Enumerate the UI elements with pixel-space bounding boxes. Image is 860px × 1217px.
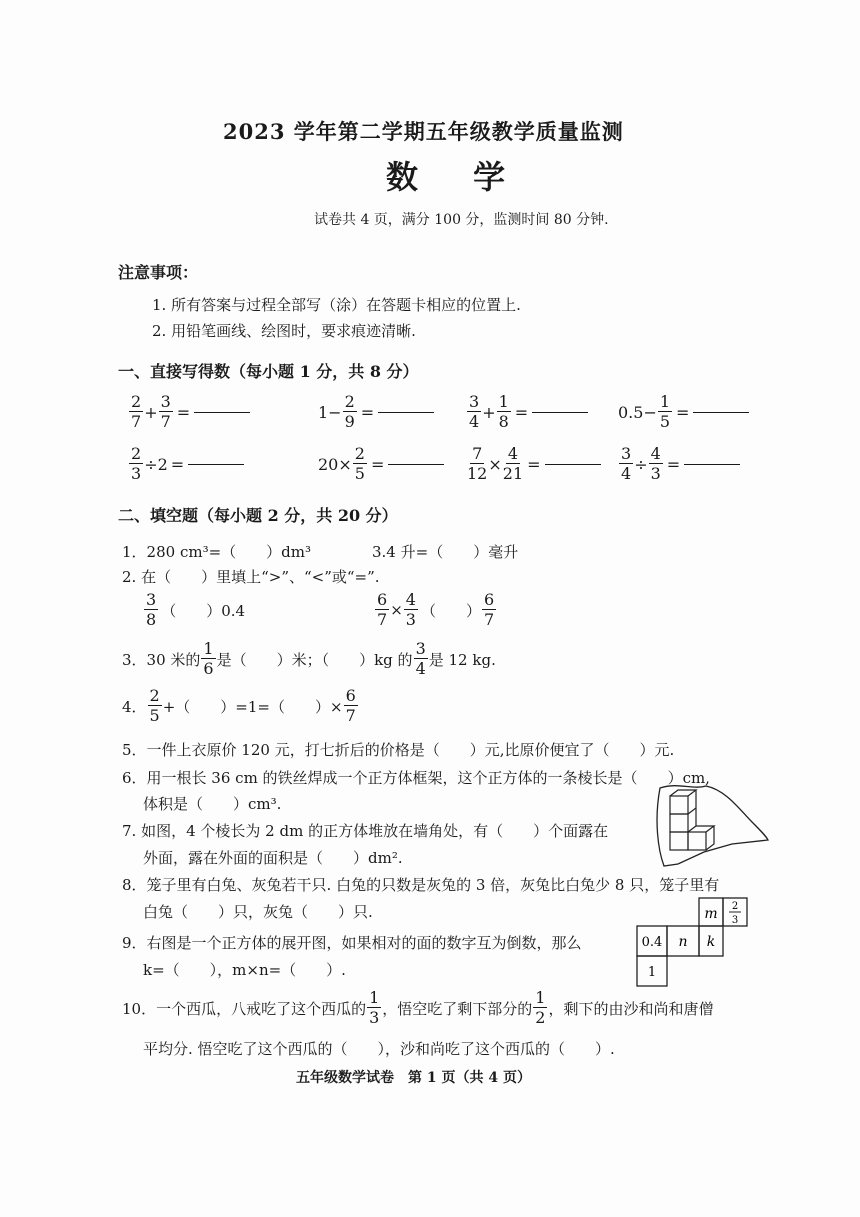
q2-text: 2. 在（ ）里填上“>”、“<”或“=”.: [122, 568, 380, 586]
net-label-k: k: [706, 934, 716, 950]
q8-text-line1: 8．笼子里有白兔、灰兔若干只. 白兔的只数是灰兔的 3 倍，灰兔比白兔少 8 只，笼子里有: [122, 876, 720, 894]
calc-operator: 1−: [318, 402, 342, 422]
fraction: $\frac{4}{21}$: [502, 444, 524, 483]
equals-sign: =: [676, 402, 690, 422]
calc-operator: +: [482, 402, 496, 422]
q2-compare-b: $\frac{6}{7}$ × $\frac{4}{3}$ （ ） $\frac{6}{7}$: [377, 590, 495, 629]
q2-compare-a: $\frac{3}{8}$ （ ）0.4: [146, 590, 246, 629]
net-label-1: 1: [647, 965, 657, 980]
fraction: $\frac{3}{8}$: [146, 590, 157, 629]
fraction: $\frac{2}{5}$: [354, 444, 365, 483]
calc-item: [128, 446, 244, 482]
answer-blank[interactable]: [378, 412, 434, 413]
notice-item: 1. 所有答案与过程全部写（涂）在答题卡相应的位置上.: [152, 296, 521, 314]
answer-blank[interactable]: [194, 412, 250, 413]
fraction: $\frac{2}{7}$: [131, 392, 142, 431]
subject-title: 数 学: [386, 158, 528, 196]
fraction: $\frac{3}{7}$: [160, 392, 171, 431]
net-label-04: 0.4: [641, 935, 663, 950]
q3-text: 3．30 米的 $\frac{1}{6}$ 是（ ）米；（ ）kg 的 $\frac{3}{4}$ 是 12 kg.: [122, 639, 496, 678]
fraction: $\frac{6}{7}$: [377, 590, 388, 629]
q1-part-b: 3.4 升=（ ）毫升: [372, 543, 519, 561]
cube-stack-figure: [648, 780, 772, 870]
calc-item: [618, 446, 740, 482]
fraction: $\frac{1}{8}$: [498, 392, 509, 431]
notice-heading: 注意事项：: [118, 263, 199, 282]
equals-sign: =: [170, 454, 185, 474]
q9-text-line2: k=（ ），m×n=（ ）.: [143, 961, 346, 979]
fraction: $\frac{4}{3}$: [405, 590, 416, 629]
equals-sign: =: [176, 402, 191, 422]
exam-title: 2023 学年第二学期五年级教学质量监测: [223, 119, 624, 144]
equals-sign: =: [666, 454, 681, 474]
fraction: $\frac{4}{3}$: [650, 444, 661, 483]
q10-text-line1: 10．一个西瓜，八戒吃了这个西瓜的 $\frac{1}{3}$ ，悟空吃了剩下部分的 $\frac{1}{2}$ ，剩下的由沙和尚和唐僧: [122, 988, 714, 1027]
calc-item: [466, 394, 588, 430]
q9-text-line1: 9．右图是一个正方体的展开图，如果相对的面的数字互为倒数，那么: [122, 934, 582, 952]
fraction: $\frac{7}{12}$: [467, 444, 488, 483]
fraction: $\frac{2}{9}$: [344, 392, 355, 431]
calc-item: [128, 394, 250, 430]
fraction: $\frac{1}{6}$: [203, 639, 214, 678]
q7-text-line2: 外面，露在外面的面积是（ ）dm².: [143, 849, 403, 867]
q6-text-line1: 6．用一根长 36 cm 的铁丝焊成一个正方体框架，这个正方体的一条棱长是（ ）cm,: [122, 769, 710, 787]
q8-text-line2: 白兔（ ）只，灰兔（ ）只.: [143, 903, 373, 921]
fraction: $\frac{3}{4}$: [469, 392, 480, 431]
fraction: $\frac{1}{2}$: [535, 988, 546, 1027]
answer-blank[interactable]: [388, 464, 444, 465]
cube-net-figure: [635, 896, 757, 988]
fraction: $\frac{6}{7}$: [483, 590, 495, 629]
calc-operator: +: [144, 402, 158, 422]
section1-heading: 一、直接写得数（每小题 1 分，共 8 分）: [118, 362, 419, 381]
calc-operator: 0.5−: [618, 402, 657, 422]
q10-text-line2: 平均分. 悟空吃了这个西瓜的（ ），沙和尚吃了这个西瓜的（ ）.: [143, 1040, 615, 1058]
equals-sign: =: [527, 454, 541, 474]
fraction: $\frac{3}{4}$: [621, 444, 632, 483]
exam-info: 试卷共 4 页，满分 100 分，监测时间 80 分钟.: [314, 212, 609, 228]
answer-blank[interactable]: [693, 412, 749, 413]
q1-part-a: 1．280 cm³=（ ）dm³: [122, 543, 311, 561]
q4-text: 4． $\frac{2}{5}$ +（ ）=1=（ ）× $\frac{6}{7}$: [122, 686, 356, 725]
fraction: $\frac{1}{3}$: [369, 988, 380, 1027]
calc-item: [618, 394, 749, 430]
fraction: $\frac{2}{5}$: [149, 686, 160, 725]
equals-sign: =: [514, 402, 529, 422]
answer-blank[interactable]: [545, 464, 601, 465]
net-label-frac-den: 3: [731, 915, 739, 926]
net-label-m: m: [704, 906, 718, 922]
calc-item: [466, 446, 601, 482]
equals-sign: =: [360, 402, 375, 422]
fraction: $\frac{6}{7}$: [345, 686, 356, 725]
answer-blank[interactable]: [684, 464, 740, 465]
fraction: $\frac{2}{3}$: [131, 444, 142, 483]
section2-heading: 二、填空题（每小题 2 分，共 20 分）: [118, 506, 398, 525]
fraction: $\frac{3}{4}$: [415, 639, 426, 678]
net-label-frac-num: 2: [731, 901, 739, 912]
equals-sign: =: [370, 454, 385, 474]
q6-text-line2: 体积是（ ）cm³.: [143, 795, 282, 813]
calc-operator: ÷2: [144, 454, 168, 474]
calc-item: [318, 394, 434, 430]
notice-item: 2. 用铅笔画线、绘图时，要求痕迹清晰.: [152, 322, 416, 340]
page-footer: 五年级数学试卷 第 1 页（共 4 页）: [296, 1070, 531, 1086]
calc-item: [318, 446, 444, 482]
q7-text-line1: 7. 如图，4 个棱长为 2 dm 的正方体堆放在墙角处，有（ ）个面露在: [122, 822, 609, 840]
q5-text: 5．一件上衣原价 120 元，打七折后的价格是（ ）元,比原价便宜了（ ）元.: [122, 741, 675, 759]
answer-blank[interactable]: [532, 412, 588, 413]
calc-operator: ×: [488, 454, 502, 474]
answer-blank[interactable]: [188, 464, 244, 465]
fraction: $\frac{1}{5}$: [659, 392, 671, 431]
calc-operator: 20×: [318, 454, 352, 474]
net-label-n: n: [678, 934, 688, 950]
calc-operator: ÷: [634, 454, 648, 474]
